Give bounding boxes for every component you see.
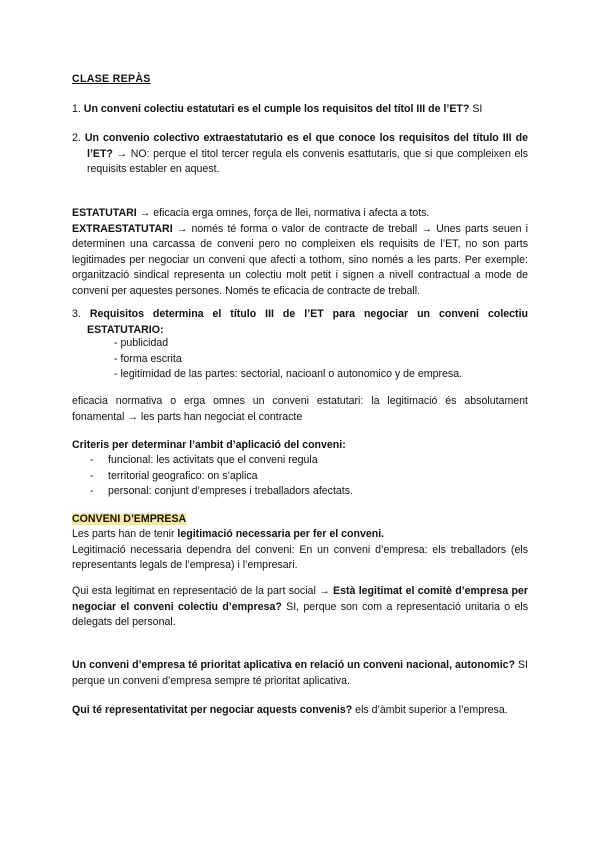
representativitat-answer: els d’àmbit superior a l’empresa.: [352, 704, 508, 716]
estatutari-text: → eficacia erga omnes, força de llei, normativa i afecta a tots.: [136, 207, 430, 219]
list-item: - territorial geografico: on s’aplica: [90, 469, 258, 482]
line1-text: Les parts han de tenir: [72, 528, 178, 540]
extraestatutari-term: EXTRAESTATUTARI: [72, 222, 173, 235]
highlighted-heading: CONVENI D’EMPRESA: [72, 513, 187, 525]
line1-bold: legitimació necessaria per fer el conveni.: [177, 528, 385, 540]
list-item-text: territorial geografico: on s’aplica: [108, 469, 258, 482]
list-item: - personal: conjunt d’empreses i treballadors afectats.: [90, 485, 353, 497]
question-2-answer: → NO: perque el titol tercer regula els convenis esattutaris, que si que compleixen els requisits establer en aquest.: [87, 147, 528, 175]
list-item: - legitimidad de las partes: sectorial, nacioanl o autonomico y de empresa.: [114, 367, 462, 383]
comite-question: [72, 584, 528, 631]
criteris-heading: [72, 438, 528, 454]
representativitat-bold: Qui té representativitat per negociar aquests convenis?: [72, 704, 353, 716]
conveni-empresa-heading: [72, 512, 528, 528]
comite-intro: Qui esta legitimat en representació de la part social →: [72, 585, 334, 597]
page-title: CLASE REPÀS: [72, 73, 151, 85]
list-item: - forma escrita: [114, 352, 462, 368]
comite-answer: SI, perque son com a representació unitaria o els delegats del personal.: [72, 600, 528, 628]
estatutari-term: ESTATUTARI: [72, 207, 137, 219]
prioritat-answer: SI perque un conveni d’empresa sempre té prioritat aplicativa.: [72, 659, 528, 687]
question-3: [72, 307, 528, 338]
question-1: [72, 102, 528, 118]
eficacia-paragraph: eficacia normativa o erga omnes un conveni estatutari: la legitimació és absolutament fonamental → les parts han negociat el contracte: [72, 395, 528, 423]
question-1-text: Un conveni colectiu estatutari es el cumple los requisitos del títol III de l’ET?: [83, 103, 470, 115]
question-2: [72, 131, 528, 178]
estatutari-paragraph: [72, 206, 528, 299]
prioritat-bold: Un conveni d’empresa té prioritat aplicativa en relació un conveni nacional, autonomic?: [72, 659, 516, 671]
conveni-empresa-paragraph: [72, 527, 528, 574]
question-3-text: Requisitos determina el título III de l’ET para negociar un conveni colectiu ESTATUTARIO:: [87, 308, 528, 336]
line2-text: Legitimació necessaria dependra del conveni: En un conveni d’empresa: els treballadors (els representants legals de l’empresa) i l’empresari.: [72, 543, 528, 571]
criteris-list: [90, 453, 353, 500]
question-2-number: 2.: [72, 132, 81, 144]
question-1-answer: SI: [469, 103, 483, 115]
question-2-text: Un convenio colectivo extraestatutario es el que conoce los requisitos del título III de l’ET?: [84, 132, 528, 160]
prioritat-question: [72, 658, 528, 689]
extraestatutari-text: → només té forma o valor de contracte de treball → Unes parts seuen i determinen una carcassa de conveni pero no compleixen els requisits de l’ET, no son parts legitimades per negociar un conveni que afecti a tothom, sino només a les parts. Per exemple: organització sindical representa un colectiu molt petit i signen a nivell contractual a mode de conveni per aquestes persones. Només te eficacia de contracte de treball.: [72, 222, 528, 297]
list-item: - funcional: les activitats que el conveni regula: [90, 454, 318, 466]
list-item-text: funcional: les activitats que el conveni regula: [108, 454, 318, 466]
criteris-heading-text: Criteris per determinar l’ambit d’aplicació del conveni:: [72, 439, 346, 451]
list-item-text: personal: conjunt d’empreses i treballadors afectats.: [108, 485, 353, 497]
question-1-number: 1.: [72, 103, 81, 115]
requisits-list: [114, 336, 462, 383]
question-3-number: 3.: [72, 308, 81, 320]
comite-bold: Està legitimat el comitè d’empresa per negociar el conveni colectiu d’empresa?: [72, 585, 528, 613]
list-item: - publicidad: [114, 336, 462, 352]
representativitat-question: [72, 703, 528, 719]
